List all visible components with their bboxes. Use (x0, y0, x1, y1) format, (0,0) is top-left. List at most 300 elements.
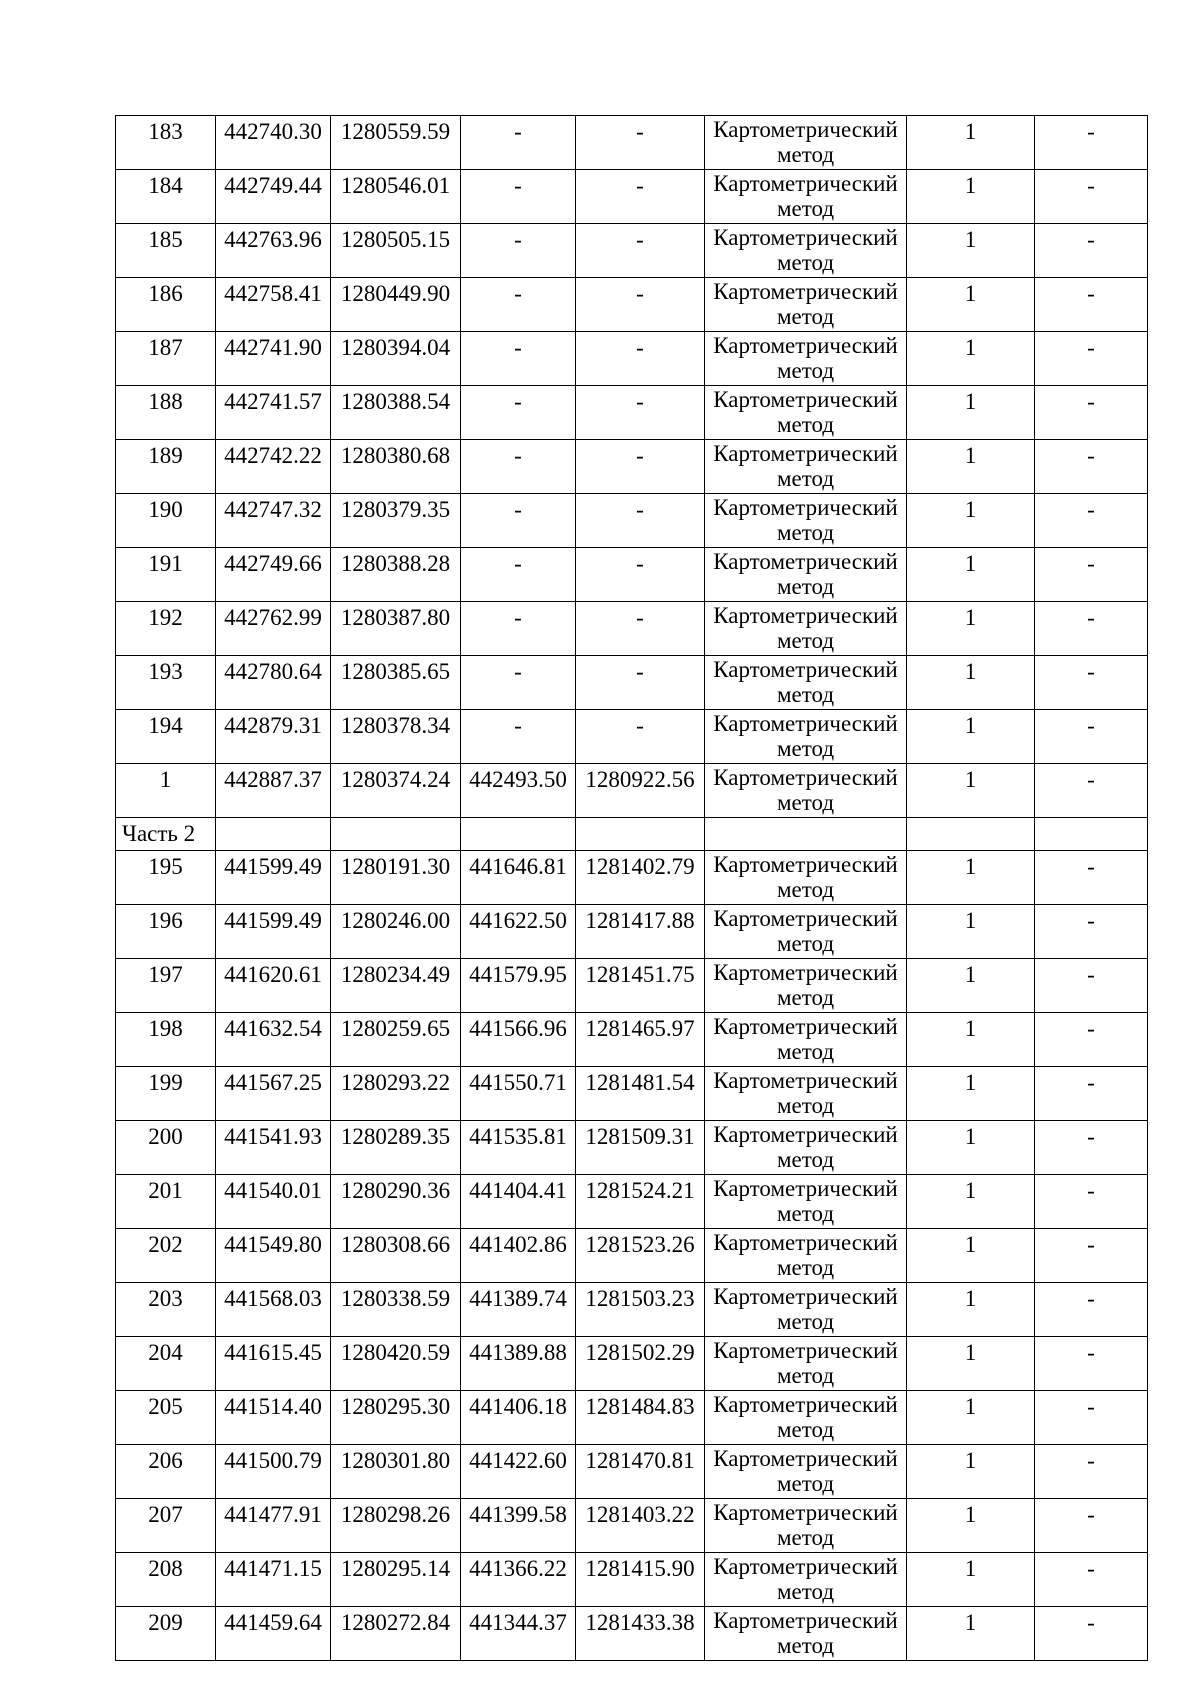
accuracy-cell: 1 (907, 278, 1035, 332)
y2-coordinate-cell: - (576, 548, 705, 602)
accuracy-cell: 1 (907, 1391, 1035, 1445)
method-cell (705, 905, 907, 959)
x-coordinate-cell: 441549.80 (216, 1229, 331, 1283)
point-number-cell: 191 (116, 548, 216, 602)
x-coordinate-cell: 442740.30 (216, 116, 331, 170)
x2-coordinate-cell: 441366.22 (461, 1553, 576, 1607)
table-row (116, 1445, 1148, 1499)
point-number-cell: 198 (116, 1013, 216, 1067)
table-row (116, 1391, 1148, 1445)
table-row (116, 1013, 1148, 1067)
accuracy-cell: 1 (907, 1283, 1035, 1337)
y-coordinate-cell: 1280387.80 (331, 602, 461, 656)
method-line-2: метод (776, 1255, 835, 1281)
accuracy-cell: 1 (907, 905, 1035, 959)
method-line-1: Картометрический (713, 852, 898, 877)
method-line-2: метод (776, 985, 835, 1011)
point-number-cell: 203 (116, 1283, 216, 1337)
table-row (116, 905, 1148, 959)
method-line-2: метод (776, 1147, 835, 1173)
x-coordinate-cell: 442887.37 (216, 764, 331, 818)
y-coordinate-cell: 1280293.22 (331, 1067, 461, 1121)
point-number-cell: 189 (116, 440, 216, 494)
point-number-cell: 192 (116, 602, 216, 656)
x2-coordinate-cell: 441406.18 (461, 1391, 576, 1445)
x2-coordinate-cell: 441389.74 (461, 1283, 576, 1337)
method-line-1: Картометрический (713, 279, 898, 304)
method-cell (705, 656, 907, 710)
y-coordinate-cell: 1280420.59 (331, 1337, 461, 1391)
table-row (116, 170, 1148, 224)
x2-coordinate-cell: 441535.81 (461, 1121, 576, 1175)
method-line-1: Картометрический (713, 1284, 898, 1309)
method-line-1: Картометрический (713, 906, 898, 931)
x-coordinate-cell: 441615.45 (216, 1337, 331, 1391)
y-coordinate-cell: 1280378.34 (331, 710, 461, 764)
method-cell (705, 851, 907, 905)
table-row (116, 764, 1148, 818)
note-cell: - (1035, 851, 1148, 905)
method-cell (705, 1553, 907, 1607)
method-line-1: Картометрический (713, 1338, 898, 1363)
x-coordinate-cell: 441540.01 (216, 1175, 331, 1229)
note-cell: - (1035, 440, 1148, 494)
method-line-2: метод (776, 412, 835, 438)
method-line-1: Картометрический (713, 1230, 898, 1255)
method-line-2: метод (776, 1471, 835, 1497)
y-coordinate-cell: 1280259.65 (331, 1013, 461, 1067)
y-coordinate-cell: 1280394.04 (331, 332, 461, 386)
y2-coordinate-cell: 1281433.38 (576, 1607, 705, 1661)
x-coordinate-cell: 442749.66 (216, 548, 331, 602)
point-number-cell: 190 (116, 494, 216, 548)
x-coordinate-cell: 442749.44 (216, 170, 331, 224)
x2-coordinate-cell: 441399.58 (461, 1499, 576, 1553)
y2-coordinate-cell: - (576, 710, 705, 764)
y-coordinate-cell: 1280246.00 (331, 905, 461, 959)
table-row (116, 1607, 1148, 1661)
x2-coordinate-cell: - (461, 548, 576, 602)
method-line-1: Картометрический (713, 1392, 898, 1417)
x2-coordinate-cell: 441622.50 (461, 905, 576, 959)
method-cell (705, 170, 907, 224)
point-number-cell: 197 (116, 959, 216, 1013)
y2-coordinate-cell: 1281415.90 (576, 1553, 705, 1607)
y-coordinate-cell: 1280338.59 (331, 1283, 461, 1337)
accuracy-cell: 1 (907, 386, 1035, 440)
x-coordinate-cell: 441471.15 (216, 1553, 331, 1607)
point-number-cell: 199 (116, 1067, 216, 1121)
note-cell: - (1035, 656, 1148, 710)
method-cell (705, 1175, 907, 1229)
method-cell (705, 1607, 907, 1661)
note-cell: - (1035, 959, 1148, 1013)
y2-coordinate-cell: - (576, 656, 705, 710)
table-cell-empty (705, 818, 907, 851)
method-line-2: метод (776, 304, 835, 330)
point-number-cell: 185 (116, 224, 216, 278)
note-cell: - (1035, 548, 1148, 602)
table-row (116, 116, 1148, 170)
x-coordinate-cell: 442747.32 (216, 494, 331, 548)
method-line-2: метод (776, 736, 835, 762)
accuracy-cell: 1 (907, 851, 1035, 905)
x2-coordinate-cell: - (461, 710, 576, 764)
method-cell (705, 1337, 907, 1391)
y2-coordinate-cell: 1280922.56 (576, 764, 705, 818)
method-cell (705, 224, 907, 278)
note-cell: - (1035, 1337, 1148, 1391)
x-coordinate-cell: 441514.40 (216, 1391, 331, 1445)
point-number-cell: 195 (116, 851, 216, 905)
point-number-cell: 194 (116, 710, 216, 764)
note-cell: - (1035, 1121, 1148, 1175)
method-line-2: метод (776, 1201, 835, 1227)
x2-coordinate-cell: 441344.37 (461, 1607, 576, 1661)
accuracy-cell: 1 (907, 1013, 1035, 1067)
table-cell-empty (907, 818, 1035, 851)
x-coordinate-cell: 442762.99 (216, 602, 331, 656)
table-row (116, 1175, 1148, 1229)
y2-coordinate-cell: - (576, 170, 705, 224)
x2-coordinate-cell: 441422.60 (461, 1445, 576, 1499)
method-line-2: метод (776, 1633, 835, 1659)
table-body-part-divider (116, 818, 1148, 851)
y2-coordinate-cell: 1281524.21 (576, 1175, 705, 1229)
method-line-2: метод (776, 1363, 835, 1389)
y-coordinate-cell: 1280295.30 (331, 1391, 461, 1445)
method-line-1: Картометрический (713, 1068, 898, 1093)
y2-coordinate-cell: - (576, 494, 705, 548)
point-number-cell: 204 (116, 1337, 216, 1391)
x2-coordinate-cell: - (461, 440, 576, 494)
y2-coordinate-cell: 1281481.54 (576, 1067, 705, 1121)
y-coordinate-cell: 1280301.80 (331, 1445, 461, 1499)
method-line-2: метод (776, 1579, 835, 1605)
x-coordinate-cell: 441632.54 (216, 1013, 331, 1067)
method-line-2: метод (776, 250, 835, 276)
table-row (116, 494, 1148, 548)
method-line-1: Картометрический (713, 117, 898, 142)
note-cell: - (1035, 1607, 1148, 1661)
y-coordinate-cell: 1280379.35 (331, 494, 461, 548)
y2-coordinate-cell: - (576, 602, 705, 656)
method-cell (705, 386, 907, 440)
y-coordinate-cell: 1280234.49 (331, 959, 461, 1013)
method-cell (705, 1499, 907, 1553)
method-line-1: Картометрический (713, 441, 898, 466)
table-row (116, 1499, 1148, 1553)
table-row (116, 710, 1148, 764)
x2-coordinate-cell: 441402.86 (461, 1229, 576, 1283)
method-line-1: Картометрический (713, 765, 898, 790)
point-number-cell: 1 (116, 764, 216, 818)
point-number-cell: 205 (116, 1391, 216, 1445)
point-number-cell: 183 (116, 116, 216, 170)
point-number-cell: 186 (116, 278, 216, 332)
accuracy-cell: 1 (907, 440, 1035, 494)
y2-coordinate-cell: 1281402.79 (576, 851, 705, 905)
y2-coordinate-cell: 1281465.97 (576, 1013, 705, 1067)
x-coordinate-cell: 442742.22 (216, 440, 331, 494)
method-cell (705, 278, 907, 332)
note-cell: - (1035, 332, 1148, 386)
point-number-cell: 188 (116, 386, 216, 440)
y-coordinate-cell: 1280388.54 (331, 386, 461, 440)
method-cell (705, 1013, 907, 1067)
method-cell (705, 116, 907, 170)
method-line-1: Картометрический (713, 1176, 898, 1201)
y-coordinate-cell: 1280385.65 (331, 656, 461, 710)
note-cell: - (1035, 1013, 1148, 1067)
method-line-1: Картометрический (713, 1554, 898, 1579)
y-coordinate-cell: 1280298.26 (331, 1499, 461, 1553)
method-line-2: метод (776, 790, 835, 816)
table-row (116, 959, 1148, 1013)
method-line-2: метод (776, 574, 835, 600)
accuracy-cell: 1 (907, 224, 1035, 278)
method-cell (705, 440, 907, 494)
x2-coordinate-cell: 441579.95 (461, 959, 576, 1013)
method-cell (705, 494, 907, 548)
y2-coordinate-cell: 1281403.22 (576, 1499, 705, 1553)
part-2-label: Часть 2 (116, 818, 216, 851)
note-cell: - (1035, 1391, 1148, 1445)
method-cell (705, 1445, 907, 1499)
accuracy-cell: 1 (907, 1175, 1035, 1229)
method-cell (705, 1121, 907, 1175)
method-line-1: Картометрический (713, 1446, 898, 1471)
y-coordinate-cell: 1280374.24 (331, 764, 461, 818)
note-cell: - (1035, 116, 1148, 170)
method-cell (705, 1391, 907, 1445)
note-cell: - (1035, 224, 1148, 278)
method-cell (705, 1067, 907, 1121)
accuracy-cell: 1 (907, 1553, 1035, 1607)
accuracy-cell: 1 (907, 1067, 1035, 1121)
method-line-2: метод (776, 1093, 835, 1119)
method-cell (705, 1229, 907, 1283)
method-line-2: метод (776, 1525, 835, 1551)
table-cell-empty (331, 818, 461, 851)
method-line-1: Картометрический (713, 603, 898, 628)
y2-coordinate-cell: - (576, 386, 705, 440)
table-row (116, 1553, 1148, 1607)
accuracy-cell: 1 (907, 170, 1035, 224)
x2-coordinate-cell: - (461, 332, 576, 386)
note-cell: - (1035, 1499, 1148, 1553)
method-line-1: Картометрический (713, 387, 898, 412)
accuracy-cell: 1 (907, 116, 1035, 170)
accuracy-cell: 1 (907, 1499, 1035, 1553)
x-coordinate-cell: 441620.61 (216, 959, 331, 1013)
x2-coordinate-cell: 441646.81 (461, 851, 576, 905)
table-row (116, 278, 1148, 332)
x2-coordinate-cell: 441550.71 (461, 1067, 576, 1121)
y-coordinate-cell: 1280449.90 (331, 278, 461, 332)
y2-coordinate-cell: 1281451.75 (576, 959, 705, 1013)
table-row (116, 656, 1148, 710)
y-coordinate-cell: 1280191.30 (331, 851, 461, 905)
coordinates-table (115, 115, 1148, 1661)
y2-coordinate-cell: - (576, 332, 705, 386)
point-number-cell: 193 (116, 656, 216, 710)
x-coordinate-cell: 442741.90 (216, 332, 331, 386)
point-number-cell: 201 (116, 1175, 216, 1229)
y2-coordinate-cell: 1281509.31 (576, 1121, 705, 1175)
x2-coordinate-cell: - (461, 602, 576, 656)
note-cell: - (1035, 1553, 1148, 1607)
table-cell-empty (461, 818, 576, 851)
x2-coordinate-cell: - (461, 656, 576, 710)
method-line-2: метод (776, 142, 835, 168)
method-line-2: метод (776, 1417, 835, 1443)
point-number-cell: 206 (116, 1445, 216, 1499)
x-coordinate-cell: 442758.41 (216, 278, 331, 332)
method-line-1: Картометрический (713, 495, 898, 520)
table-body-part-1 (116, 116, 1148, 818)
note-cell: - (1035, 602, 1148, 656)
table-row (116, 440, 1148, 494)
table-row (116, 1229, 1148, 1283)
method-cell (705, 764, 907, 818)
note-cell: - (1035, 710, 1148, 764)
x-coordinate-cell: 442879.31 (216, 710, 331, 764)
x2-coordinate-cell: - (461, 170, 576, 224)
note-cell: - (1035, 386, 1148, 440)
method-line-2: метод (776, 358, 835, 384)
note-cell: - (1035, 1175, 1148, 1229)
method-line-1: Картометрический (713, 1122, 898, 1147)
accuracy-cell: 1 (907, 602, 1035, 656)
x2-coordinate-cell: 442493.50 (461, 764, 576, 818)
y2-coordinate-cell: - (576, 224, 705, 278)
y2-coordinate-cell: 1281470.81 (576, 1445, 705, 1499)
method-line-1: Картометрический (713, 1608, 898, 1633)
table-row (116, 1067, 1148, 1121)
accuracy-cell: 1 (907, 764, 1035, 818)
note-cell: - (1035, 1283, 1148, 1337)
x2-coordinate-cell: - (461, 386, 576, 440)
table-body-part-2 (116, 851, 1148, 1661)
table-row (116, 851, 1148, 905)
method-cell (705, 959, 907, 1013)
method-cell (705, 332, 907, 386)
point-number-cell: 187 (116, 332, 216, 386)
accuracy-cell: 1 (907, 710, 1035, 764)
accuracy-cell: 1 (907, 1229, 1035, 1283)
x-coordinate-cell: 441599.49 (216, 851, 331, 905)
x-coordinate-cell: 441568.03 (216, 1283, 331, 1337)
method-line-1: Картометрический (713, 333, 898, 358)
note-cell: - (1035, 905, 1148, 959)
method-cell (705, 1283, 907, 1337)
table-row (116, 332, 1148, 386)
y2-coordinate-cell: 1281502.29 (576, 1337, 705, 1391)
x2-coordinate-cell: - (461, 224, 576, 278)
x-coordinate-cell: 441541.93 (216, 1121, 331, 1175)
x2-coordinate-cell: 441389.88 (461, 1337, 576, 1391)
x-coordinate-cell: 442780.64 (216, 656, 331, 710)
method-line-2: метод (776, 877, 835, 903)
note-cell: - (1035, 494, 1148, 548)
table-row (116, 548, 1148, 602)
method-line-1: Картометрический (713, 171, 898, 196)
y-coordinate-cell: 1280380.68 (331, 440, 461, 494)
note-cell: - (1035, 1445, 1148, 1499)
method-line-1: Картометрический (713, 549, 898, 574)
y-coordinate-cell: 1280290.36 (331, 1175, 461, 1229)
note-cell: - (1035, 278, 1148, 332)
method-line-1: Картометрический (713, 657, 898, 682)
x-coordinate-cell: 441477.91 (216, 1499, 331, 1553)
y-coordinate-cell: 1280272.84 (331, 1607, 461, 1661)
table-cell-empty (1035, 818, 1148, 851)
x-coordinate-cell: 441459.64 (216, 1607, 331, 1661)
y-coordinate-cell: 1280388.28 (331, 548, 461, 602)
method-line-2: метод (776, 682, 835, 708)
x-coordinate-cell: 441500.79 (216, 1445, 331, 1499)
method-line-1: Картометрический (713, 225, 898, 250)
y-coordinate-cell: 1280308.66 (331, 1229, 461, 1283)
method-cell (705, 548, 907, 602)
point-number-cell: 196 (116, 905, 216, 959)
point-number-cell: 207 (116, 1499, 216, 1553)
y-coordinate-cell: 1280559.59 (331, 116, 461, 170)
x2-coordinate-cell: - (461, 278, 576, 332)
method-line-1: Картометрический (713, 711, 898, 736)
x-coordinate-cell: 441567.25 (216, 1067, 331, 1121)
accuracy-cell: 1 (907, 548, 1035, 602)
point-number-cell: 200 (116, 1121, 216, 1175)
accuracy-cell: 1 (907, 494, 1035, 548)
table-row (116, 1337, 1148, 1391)
method-line-2: метод (776, 520, 835, 546)
table-row (116, 224, 1148, 278)
accuracy-cell: 1 (907, 1121, 1035, 1175)
part-2-row (116, 818, 1148, 851)
x2-coordinate-cell: - (461, 116, 576, 170)
method-line-2: метод (776, 931, 835, 957)
note-cell: - (1035, 1067, 1148, 1121)
method-line-2: метод (776, 1039, 835, 1065)
method-line-1: Картометрический (713, 1014, 898, 1039)
x-coordinate-cell: 442763.96 (216, 224, 331, 278)
accuracy-cell: 1 (907, 332, 1035, 386)
method-line-1: Картометрический (713, 960, 898, 985)
y2-coordinate-cell: 1281503.23 (576, 1283, 705, 1337)
x2-coordinate-cell: - (461, 494, 576, 548)
table-row (116, 1121, 1148, 1175)
note-cell: - (1035, 1229, 1148, 1283)
accuracy-cell: 1 (907, 959, 1035, 1013)
method-line-2: метод (776, 196, 835, 222)
table-row (116, 602, 1148, 656)
y2-coordinate-cell: 1281484.83 (576, 1391, 705, 1445)
accuracy-cell: 1 (907, 1337, 1035, 1391)
y2-coordinate-cell: - (576, 278, 705, 332)
method-line-2: метод (776, 1309, 835, 1335)
y2-coordinate-cell: - (576, 116, 705, 170)
y2-coordinate-cell: - (576, 440, 705, 494)
method-cell (705, 710, 907, 764)
accuracy-cell: 1 (907, 1607, 1035, 1661)
point-number-cell: 208 (116, 1553, 216, 1607)
x-coordinate-cell: 441599.49 (216, 905, 331, 959)
point-number-cell: 209 (116, 1607, 216, 1661)
y-coordinate-cell: 1280505.15 (331, 224, 461, 278)
table-row (116, 386, 1148, 440)
